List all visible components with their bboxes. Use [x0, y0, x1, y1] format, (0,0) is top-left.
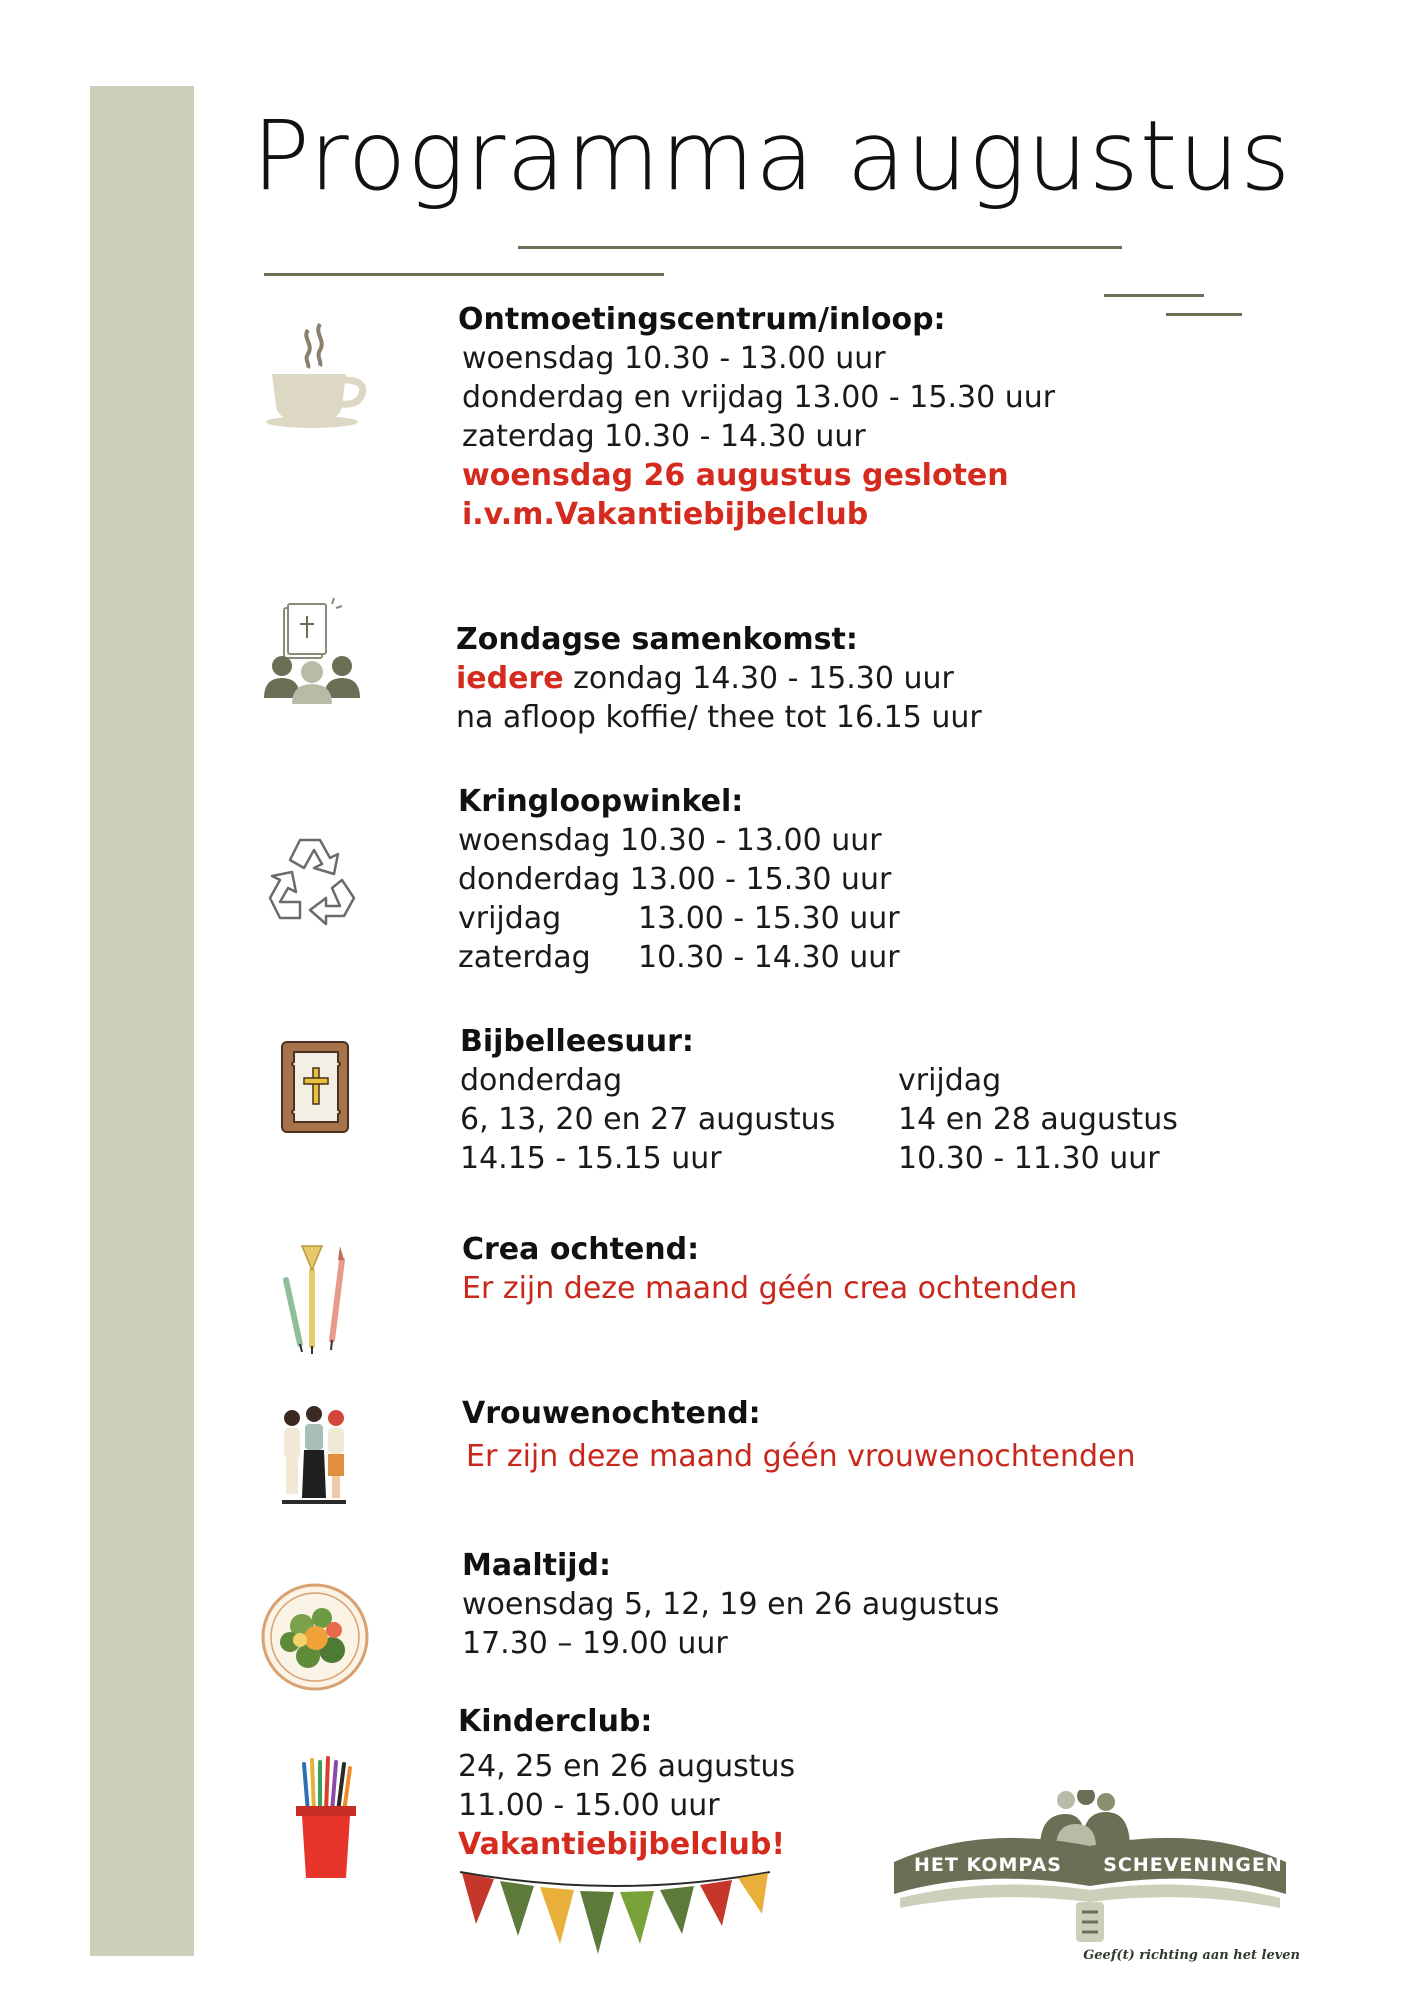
schedule-line: 6, 13, 20 en 27 augustus: [460, 1102, 836, 1137]
cancelled-notice: Er zijn deze maand géén vrouwenochtenden: [466, 1439, 1136, 1474]
closed-notice: woensdag 26 augustus gesloten: [462, 458, 1009, 493]
sidebar-bar: [90, 86, 194, 1956]
friday-column: [898, 1061, 1178, 1178]
schedule-line: na afloop koffie/ thee tot 16.15 uur: [456, 700, 982, 735]
day-label: zaterdag: [458, 940, 591, 975]
schedule-line: vrijdag: [898, 1063, 1002, 1098]
time-label: 10.30 - 13.00 uur: [620, 823, 882, 858]
logo-tagline: Geef(t) richting aan het leven: [1083, 1948, 1300, 1963]
logo-left-text: HET KOMPAS: [914, 1854, 1062, 1876]
section-heading: Kringloopwinkel:: [458, 784, 744, 819]
schedule-line: 24, 25 en 26 augustus: [458, 1749, 796, 1784]
section-crea: [462, 1230, 1077, 1308]
divider-line: [518, 246, 1122, 249]
section-heading: Zondagse samenkomst:: [456, 622, 858, 657]
meal-plate-icon: [260, 1582, 370, 1692]
time-label: 13.00 - 15.30 uur: [629, 862, 892, 897]
bunting-icon: [456, 1866, 774, 1974]
schedule-line: donderdag: [460, 1063, 623, 1098]
section-heading: Maaltijd:: [462, 1548, 612, 1583]
schedule-line: 14 en 28 augustus: [898, 1102, 1178, 1137]
section-heading: Bijbelleesuur:: [460, 1024, 694, 1059]
paint-brushes-icon: [278, 1240, 352, 1356]
schedule-row: [458, 821, 900, 860]
section-kringloop: [458, 782, 900, 977]
section-heading: Crea ochtend:: [462, 1232, 700, 1267]
schedule-line: zaterdag 10.30 - 14.30 uur: [462, 419, 866, 454]
section-maaltijd: [462, 1546, 999, 1663]
schedule-line: 17.30 – 19.00 uur: [462, 1626, 728, 1661]
schedule-row: [458, 899, 900, 938]
time-label: 13.00 - 15.30 uur: [638, 901, 900, 936]
section-kinderclub: [458, 1702, 795, 1864]
schedule-line: woensdag 10.30 - 13.00 uur: [462, 341, 886, 376]
day-label: donderdag: [458, 862, 621, 897]
time-label: 10.30 - 14.30 uur: [638, 940, 900, 975]
section-vrouwen: [462, 1394, 1136, 1476]
divider-line: [264, 273, 664, 276]
highlight-notice: Vakantiebijbelclub!: [458, 1827, 786, 1862]
section-heading: Kinderclub:: [458, 1704, 653, 1739]
section-zondag: [456, 620, 982, 737]
het-kompas-logo: [880, 1790, 1300, 1970]
congregation-bible-icon: [262, 596, 362, 706]
section-heading: Vrouwenochtend:: [462, 1396, 761, 1431]
bible-book-icon: [280, 1040, 352, 1136]
schedule-row: [458, 860, 900, 899]
divider-line: [1166, 313, 1242, 316]
schedule-line: 11.00 - 15.00 uur: [458, 1788, 720, 1823]
section-bijbel: [460, 1022, 1320, 1182]
section-ontmoeting: [458, 300, 1055, 534]
schedule-row: [458, 938, 900, 977]
schedule-line: woensdag 5, 12, 19 en 26 augustus: [462, 1587, 1000, 1622]
closed-notice: i.v.m.Vakantiebijbelclub: [462, 497, 869, 532]
logo-right-text: SCHEVENINGEN: [1103, 1854, 1283, 1876]
day-label: woensdag: [458, 823, 611, 858]
women-group-icon: [278, 1404, 350, 1508]
page-title: Programma augustus: [252, 100, 1292, 212]
coffee-cup-icon: [262, 322, 372, 432]
schedule-line: 14.15 - 15.15 uur: [460, 1141, 722, 1176]
cancelled-notice: Er zijn deze maand géén crea ochtenden: [462, 1271, 1078, 1306]
section-heading: Ontmoetingscentrum/inloop:: [458, 302, 946, 337]
recycle-icon: [264, 828, 368, 932]
pencil-cup-icon: [294, 1756, 358, 1880]
day-label: vrijdag: [458, 901, 562, 936]
highlight-word: iedere: [456, 661, 564, 696]
divider-line: [1104, 294, 1204, 297]
schedule-line: zondag 14.30 - 15.30 uur: [563, 661, 954, 696]
schedule-line: donderdag en vrijdag 13.00 - 15.30 uur: [462, 380, 1056, 415]
schedule-line: 10.30 - 11.30 uur: [898, 1141, 1160, 1176]
